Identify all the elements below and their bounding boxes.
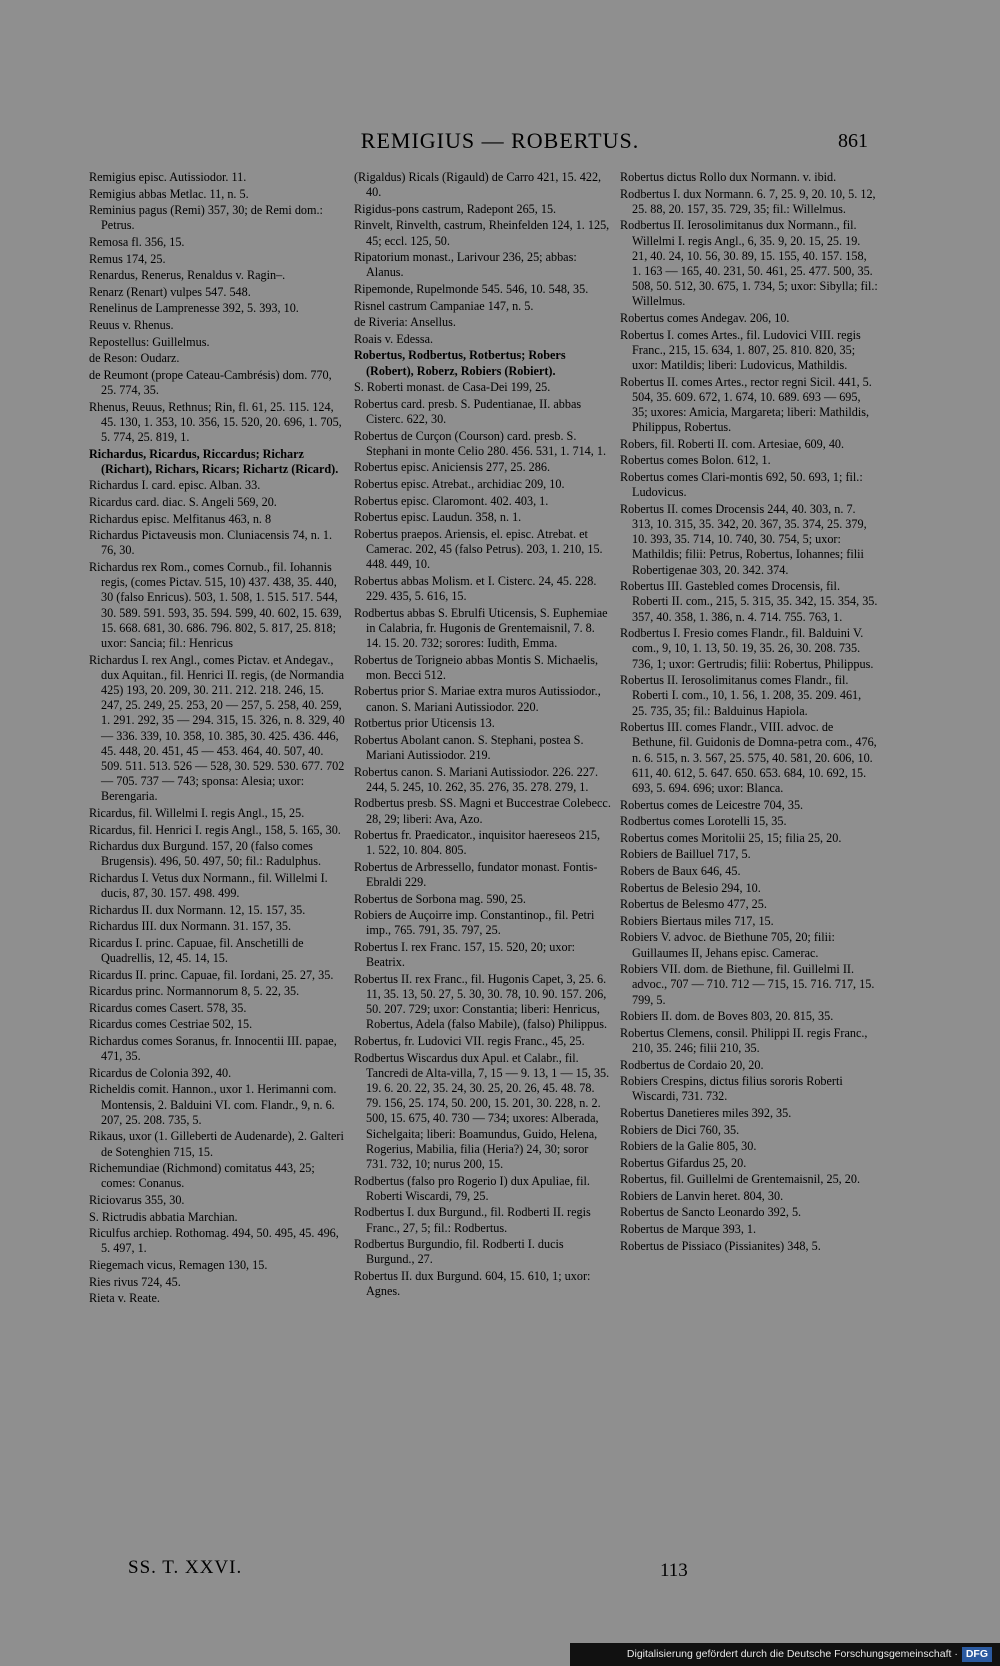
index-entry: Robers de Baux 646, 45.	[620, 863, 741, 878]
index-entry: Robertus de Sorbona mag. 590, 25.	[354, 891, 526, 906]
index-entry: Robertus episc. Claromont. 402. 403, 1.	[354, 493, 549, 508]
index-entry: Rodbertus abbas S. Ebrulfi Uticensis, S. Euphemiae in Calabria, fr. Hugonis de Grentemaisnil, 7. 8. 14. 15. 20. 732; sorores: Iudith, Emma.	[354, 605, 608, 650]
index-entry: Reuus v. Rhenus.	[89, 317, 174, 332]
index-entry: Richardus episc. Melfitanus 463, n. 8	[89, 511, 272, 526]
index-entry: Robertus III. Gastebled comes Drocensis, fil. Roberti II. com., 215, 5. 315, 35. 342, 15. 354, 35. 357, 40. 358, 1. 386, n. 4. 714. 755. 763, 1.	[620, 579, 878, 624]
index-entry: Riegemach vicus, Remagen 130, 15.	[89, 1258, 268, 1273]
index-entry: Rodbertus I. dux Normann. 6. 7, 25. 9, 20. 10, 5. 12, 25. 88, 20. 157, 35. 729, 35; fil.: Willelmus.	[620, 186, 876, 216]
index-entry: de Riveria: Ansellus.	[354, 315, 456, 330]
index-entry: Ripemonde, Rupelmonde 545. 546, 10. 548, 35.	[354, 281, 589, 296]
index-entry: Richeldis comit. Hannon., uxor 1. Herimanni com. Montensis, 2. Balduini VI. com. Flandr., 9, n. 6. 207, 25. 208. 735, 5.	[89, 1082, 337, 1127]
running-title: REMIGIUS — ROBERTUS.	[360, 128, 640, 153]
index-entry: Riciovarus 355, 30.	[89, 1193, 185, 1208]
index-entry: Robertus de Curçon (Courson) card. presb. S. Stephani in monte Celio 280. 456. 531, 1. 714, 1.	[354, 428, 607, 458]
index-entry: S. Roberti monast. de Casa-Dei 199, 25.	[354, 380, 551, 395]
index-entry: Rodbertus I. Fresio comes Flandr., fil. Balduini V. com., 9, 10, 1. 13, 50. 19, 35. 26, 30. 208. 735. 736, 1; uxor: Gertrudis; filii: Robertus, Philippus.	[620, 626, 874, 671]
index-entry: Robertus II. comes Artes., rector regni Sicil. 441, 5. 504, 35. 609. 672, 1. 674, 10. 689. 693 — 695, 35; uxores: Amicia, Margareta; liberi: Mathildis, Philippus, Robertus.	[620, 374, 872, 435]
digitization-credit	[570, 1643, 1000, 1666]
index-entry: Rinvelt, Rinvelth, castrum, Rheinfelden 124, 1. 125, 45; eccl. 125, 50.	[354, 218, 610, 248]
index-entry: Ricardus, fil. Henrici I. regis Angl., 158, 5. 165, 30.	[89, 822, 341, 837]
index-entry: Robiers VII. dom. de Biethune, fil. Guillelmi II. advoc., 707 — 710. 712 — 715, 15. 716. 717, 15. 799, 5.	[620, 962, 875, 1007]
index-entry: Robertus II. dux Burgund. 604, 15. 610, 1; uxor: Agnes.	[354, 1269, 591, 1299]
index-entry: Ricardus princ. Normannorum 8, 5. 22, 35.	[89, 984, 300, 999]
index-entry: Rhenus, Reuus, Rethnus; Rin, fl. 61, 25. 115. 124, 45. 130, 1. 353, 10. 356, 15. 520, 20. 696, 1. 705, 5. 774, 25. 819, 1.	[89, 399, 342, 444]
index-entry: Richardus II. dux Normann. 12, 15. 157, 35.	[89, 902, 306, 917]
index-entry: Rodbertus (falso pro Rogerio I) dux Apuliae, fil. Roberti Wiscardi, 79, 25.	[354, 1173, 590, 1203]
index-entry: Rotbertus prior Uticensis 13.	[354, 716, 495, 731]
index-entry: Robertus Gifardus 25, 20.	[620, 1155, 747, 1170]
index-entry: Robertus Abolant canon. S. Stephani, postea S. Mariani Autissiodor. 219.	[354, 732, 584, 762]
index-entry: Robertus fr. Praedicator., inquisitor haereseos 215, 1. 522, 10. 804. 805.	[354, 828, 601, 858]
index-entry: Richardus, Ricardus, Riccardus; Richarz (Richart), Richars, Ricars; Richartz (Ricard).	[89, 446, 339, 476]
index-entry: Rodbertus Burgundio, fil. Rodberti I. ducis Burgund., 27.	[354, 1237, 564, 1267]
index-entry: Remus 174, 25.	[89, 251, 166, 266]
index-entry: Rodbertus Wiscardus dux Apul. et Calabr., fil. Tancredi de Alta-villa, 7, 15 — 9. 13, 1 — 15, 35. 19. 6. 20. 22, 35. 24, 30. 25, 20. 26, 45. 48. 78. 79. 156, 25. 174, 50. 200, 15. 201, 30. 228, n. 2. 500, 15. 675, 40. 730 — 734; uxores: Alberada, Sichelgaita; liberi: Boamundus, Guido, Helena, Rogerius, Mabilia, filia (Heria?) 24, 30; soror 731. 732, 10; nurus 200, 15.	[354, 1050, 610, 1172]
index-entry: Ricardus card. diac. S. Angeli 569, 20.	[89, 494, 277, 509]
index-entry: Robertus canon. S. Mariani Autissiodor. 226. 227. 244, 5. 245, 10. 262, 35. 276, 35. 278. 279, 1.	[354, 764, 599, 794]
index-entry: Ripatorium monast., Larivour 236, 25; abbas: Alanus.	[354, 250, 577, 280]
index-entry: Rodbertus comes Lorotelli 15, 35.	[620, 814, 787, 829]
index-entry: Robertus de Sancto Leonardo 392, 5.	[620, 1205, 802, 1220]
index-entry: Robiers Crespins, dictus filius sororis Roberti Wiscardi, 731. 732.	[620, 1074, 843, 1104]
index-column-1	[89, 170, 347, 1308]
index-entry: Rodbertus I. dux Burgund., fil. Rodberti II. regis Franc., 27, 5; fil.: Rodbertus.	[354, 1205, 591, 1235]
index-entry: Robertus de Marque 393, 1.	[620, 1222, 757, 1237]
index-entry: Ricardus de Colonia 392, 40.	[89, 1065, 232, 1080]
index-entry: Ricardus II. princ. Capuae, fil. Iordani, 25. 27, 35.	[89, 967, 334, 982]
index-entry: Richardus Pictaveusis mon. Cluniacensis 74, n. 1. 76, 30.	[89, 528, 333, 558]
index-entry: Robertus abbas Molism. et I. Cisterc. 24, 45. 228. 229. 435, 5. 616, 15.	[354, 573, 597, 603]
index-entry: Remigius episc. Autissiodor. 11.	[89, 170, 247, 184]
index-entry: Remigius abbas Metlac. 11, n. 5.	[89, 186, 249, 201]
index-entry: Robertus prior S. Mariae extra muros Autissiodor., canon. S. Mariani Autissiodor. 220.	[354, 684, 601, 714]
index-entry: Renelinus de Lamprenesse 392, 5. 393, 10.	[89, 301, 299, 316]
index-entry: Repostellus: Guillelmus.	[89, 334, 210, 349]
index-entry: Robertus comes de Leicestre 704, 35.	[620, 797, 804, 812]
volume-mark: SS. T. XXVI.	[128, 1557, 243, 1578]
index-entry: Robiers de Lanvin heret. 804, 30.	[620, 1188, 784, 1203]
page-number: 861	[838, 130, 868, 152]
index-entry: Robertus de Belesio 294, 10.	[620, 880, 761, 895]
index-entry: Robertus II. comes Drocensis 244, 40. 303, n. 7. 313, 10. 315, 35. 342, 20. 367, 35. 374, 25. 379, 10. 393, 35. 714, 10. 740, 30. 754, 5; uxor: Mathildis; filii: Petrus, Robertus, Iohannes; filii Robertigenae 303, 20. 342. 374.	[620, 501, 867, 577]
index-entry: Robertus I. comes Artes., fil. Ludovici VIII. regis Franc., 215, 15. 634, 1. 807, 25. 810. 820, 35; uxor: Matildis; liberi: Ludovicus, Mathildis.	[620, 327, 861, 372]
index-entry: Robertus, fil. Guillelmi de Grentemaisnil, 25, 20.	[620, 1172, 860, 1187]
index-entry: Robiers de Bailluel 717, 5.	[620, 847, 751, 862]
index-entry: Ricardus comes Casert. 578, 35.	[89, 1000, 247, 1015]
index-entry: Risnel castrum Campaniae 147, n. 5.	[354, 298, 534, 313]
index-entry: de Reson: Oudarz.	[89, 351, 180, 366]
index-entry: Ricardus I. princ. Capuae, fil. Anschetilli de Quadrellis, 12, 45. 14, 15.	[89, 935, 304, 966]
index-entry: Remosa fl. 356, 15.	[89, 234, 185, 249]
index-entry: Richardus I. rex Angl., comes Pictav. et Andegav., dux Aquitan., fil. Henrici II. regis, (de Normandia 425) 193, 20. 209, 30. 211. 212. 218. 246, 15. 247, 25. 249, 25. 253, 20 — 257, 5. 258, 40. 259, 1. 291. 292, 35 — 294. 315, 15. 326, n. 8. 329, 40 — 336. 339, 10. 358, 10. 385, 30. 425. 436. 446, 45. 448, 20. 451, 45 — 453. 464, 40. 507, 40. 509. 511. 513. 526 — 528, 30. 529. 530. 677. 702 — 705. 737 — 743; sponsa: Alesia; uxor: Berengaria.	[89, 652, 345, 804]
index-entry: Robertus de Arbressello, fundator monast. Fontis-Ebraldi 229.	[354, 859, 598, 890]
index-entry: Robertus II. rex Franc., fil. Hugonis Capet, 3, 25. 6. 11, 35. 13, 50. 27, 5. 30, 30. 78, 10. 90. 157. 206, 50. 207. 729; uxor: Constantia; liberi: Henricus, Robertus, Adela (falso Mabile), (falso) Philippus.	[354, 971, 607, 1032]
index-entry: Robers, fil. Roberti II. com. Artesiae, 609, 40.	[620, 436, 845, 451]
signature-mark: 113	[660, 1560, 688, 1581]
index-entry: Rieta v. Reate.	[89, 1291, 160, 1306]
index-entry: Robertus, fr. Ludovici VII. regis Franc., 45, 25.	[354, 1034, 585, 1049]
index-entry: Reminius pagus (Remi) 357, 30; de Remi dom.: Petrus.	[89, 203, 323, 233]
index-entry: Richardus dux Burgund. 157, 20 (falso comes Brugensis). 496, 50. 497, 50; fil.: Radulphus.	[89, 839, 322, 869]
index-entry: Robertus comes Clari-montis 692, 50. 693, 1; fil.: Ludovicus.	[620, 469, 863, 500]
index-entry: Robertus praepos. Ariensis, el. episc. Atrebat. et Camerac. 202, 45 (falso Petrus). 203, 1. 210, 15. 448. 449, 10.	[354, 526, 603, 572]
index-entry: Ries rivus 724, 45.	[89, 1274, 181, 1289]
index-entry: Robertus, Rodbertus, Rotbertus; Robers (Robert), Roberz, Robiers (Robiert).	[354, 348, 566, 378]
index-entry: Richardus rex Rom., comes Cornub., fil. Iohannis regis, (comes Pictav. 515, 10) 437. 438, 35. 440, 30 (falso Enricus). 503, 1. 508, 1. 515. 517. 544, 30. 589. 591. 593, 35. 594. 599, 40. 602, 15. 639, 15. 668. 681, 30. 686. 796. 802, 5. 817, 25. 818; uxor: Sancia; fil.: Henricus	[89, 559, 342, 650]
index-entry: Ricardus, fil. Willelmi I. regis Angl., 15, 25.	[89, 805, 305, 820]
index-entry: Robiers de Dici 760, 35.	[620, 1122, 740, 1137]
index-entry: Richardus I. card. episc. Alban. 33.	[89, 478, 261, 493]
index-column-3	[620, 170, 878, 1255]
index-entry: Robertus comes Moritolii 25, 15; filia 25, 20.	[620, 830, 842, 845]
index-entry: Richardus III. dux Normann. 31. 157, 35.	[89, 919, 292, 934]
index-entry: Robertus de Pissiaco (Pissianites) 348, 5.	[620, 1238, 821, 1253]
index-entry: Robiers V. advoc. de Biethune 705, 20; filii: Guillaumes II, Jehans episc. Camerac.	[620, 930, 835, 960]
index-entry: Robiers Biertaus miles 717, 15.	[620, 913, 774, 928]
index-entry: Rodbertus de Cordaio 20, 20.	[620, 1057, 764, 1072]
index-entry: Robiers de Auçoirre imp. Constantinop., fil. Petri imp., 765. 791, 35. 797, 25.	[354, 908, 595, 938]
index-entry: Rodbertus presb. SS. Magni et Buccestrae Colebecc. 28, 29; liberi: Ava, Azo.	[354, 796, 611, 826]
index-entry: (Rigaldus) Ricals (Rigauld) de Carro 421, 15. 422, 40.	[354, 170, 602, 200]
index-entry: Robiers II. dom. de Boves 803, 20. 815, 35.	[620, 1009, 834, 1024]
index-column-2	[354, 170, 612, 1301]
index-entry: Robertus III. comes Flandr., VIII. advoc. de Bethune, fil. Guidonis de Domna-petra com., 476, n. 6. 515, n. 3. 567, 25. 575, 40. 581, 20. 606, 10. 611, 40. 612, 5. 647. 650. 653. 684, 10. 692, 15. 693, 5. 694. 696; uxor: Blanca.	[620, 720, 877, 795]
index-entry: Ricardus comes Cestriae 502, 15.	[89, 1017, 253, 1032]
index-entry: Rigidus-pons castrum, Radepont 265, 15.	[354, 201, 557, 216]
index-entry: Richardus comes Soranus, fr. Innocentii III. papae, 471, 35.	[89, 1034, 337, 1064]
index-entry: Robertus comes Bolon. 612, 1.	[620, 453, 771, 468]
index-entry: Renardus, Renerus, Renaldus v. Ragin–.	[89, 268, 286, 283]
index-entry: de Reumont (prope Cateau-Cambrésis) dom. 770, 25. 774, 35.	[89, 367, 332, 397]
index-entry: Robertus card. presb. S. Pudentianae, II. abbas Cisterc. 622, 30.	[354, 396, 582, 426]
index-entry: S. Rictrudis abbatia Marchian.	[89, 1209, 238, 1224]
credit-text: Digitalisierung gefördert durch die Deutsche Forschungsgemeinschaft ·	[626, 1648, 958, 1660]
index-entry: Robertus Clemens, consil. Philippi II. regis Franc., 210, 35. 246; filii 210, 35.	[620, 1025, 868, 1055]
dfg-logo: DFG	[962, 1647, 992, 1662]
index-entry: Riculfus archiep. Rothomag. 494, 50. 495, 45. 496, 5. 497, 1.	[89, 1226, 339, 1256]
index-entry: Rikaus, uxor (1. Gilleberti de Audenarde), 2. Galteri de Sotenghien 715, 15.	[89, 1129, 344, 1159]
index-entry: Robertus II. Ierosolimitanus comes Flandr., fil. Roberti I. com., 10, 1. 56, 1. 208, 35. 209. 461, 25. 735, 35; fil.: Balduinus Hapiola.	[620, 673, 862, 718]
index-entry: Richardus I. Vetus dux Normann., fil. Willelmi I. ducis, 87, 30. 157. 498. 499.	[89, 870, 328, 901]
index-entry: Rodbertus II. Ierosolimitanus dux Normann., fil. Willelmi I. regis Angl., 6, 35. 9, 20. 15, 25. 19. 21, 40. 24, 10. 56, 30. 89, 15. 155, 40. 157. 158, 1. 163 — 165, 40. 231, 50. 461, 25. 477. 500, 35. 508, 50. 512, 30. 675, 1. 734, 5; uxor: Sibylla; fil.: Willelmus.	[620, 218, 878, 309]
index-entry: Robertus Danetieres miles 392, 35.	[620, 1105, 792, 1120]
index-entry: Robertus I. rex Franc. 157, 15. 520, 20; uxor: Beatrix.	[354, 940, 576, 970]
index-entry: Robertus episc. Aniciensis 277, 25. 286.	[354, 460, 550, 475]
index-entry: Robertus episc. Laudun. 358, n. 1.	[354, 510, 522, 525]
index-entry: Robertus episc. Atrebat., archidiac 209, 10.	[354, 476, 565, 491]
index-entry: Richemundiae (Richmond) comitatus 443, 25; comes: Conanus.	[89, 1161, 315, 1191]
index-entry: Robertus comes Andegav. 206, 10.	[620, 311, 790, 325]
index-entry: Robertus dictus Rollo dux Normann. v. ibid.	[620, 170, 837, 184]
index-entry: Roais v. Edessa.	[354, 331, 434, 346]
index-entry: Robiers de la Galie 805, 30.	[620, 1139, 757, 1154]
index-entry: Robertus de Belesmo 477, 25.	[620, 897, 767, 912]
index-entry: Robertus de Torigneio abbas Montis S. Michaelis, mon. Becci 512.	[354, 652, 598, 682]
index-entry: Renarz (Renart) vulpes 547. 548.	[89, 284, 251, 299]
